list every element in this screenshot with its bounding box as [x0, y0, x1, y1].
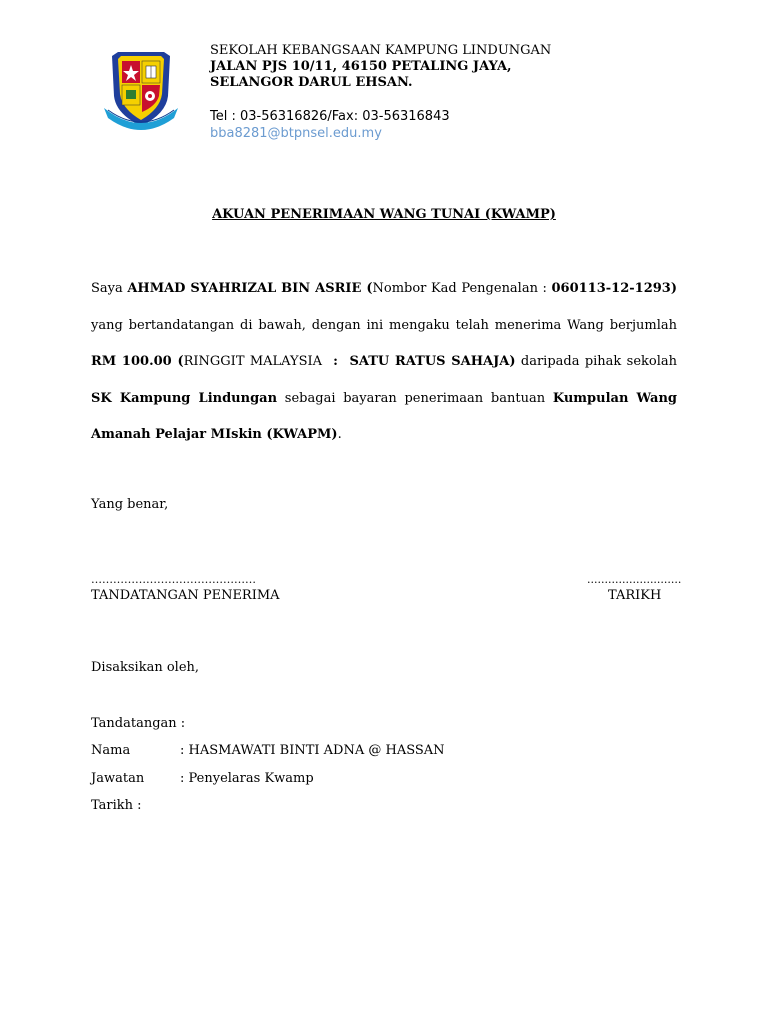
closing: Yang benar,	[91, 497, 169, 512]
date-line: ...........................	[587, 573, 682, 586]
school-name: SEKOLAH KEBANGSAAN KAMPUNG LINDUNGAN	[210, 43, 552, 58]
date-label: TARIKH	[608, 588, 662, 603]
signature-label: TANDATANGAN PENERIMA	[91, 588, 280, 603]
witness-label: Jawatan	[91, 771, 145, 786]
witness-value: : HASMAWATI BINTI ADNA @ HASSAN	[180, 743, 445, 758]
witness-row	[91, 743, 591, 758]
fund-name: Kumpulan Wang Amanah Pelajar MIskin (KWAPM)	[91, 390, 677, 442]
witness-row	[91, 716, 185, 731]
signature-line: ………………………………………	[91, 573, 256, 586]
witness-label: Nama	[91, 743, 131, 758]
address-line-2: SELANGOR DARUL EHSAN.	[210, 75, 413, 90]
document-title: AKUAN PENERIMAAN WANG TUNAI (KWAMP)	[212, 207, 556, 222]
amount: RM 100.00	[91, 354, 172, 369]
witness-row	[91, 798, 142, 813]
school-logo	[100, 46, 182, 136]
recipient-name: AHMAD SYAHRIZAL BIN ASRIE	[127, 281, 362, 296]
school-short: SK Kampung Lindungan	[91, 390, 278, 406]
declaration-paragraph: Saya AHMAD SYAHRIZAL BIN ASRIE (Nombor Kad Pengenalan : 060113-12-1293) yang bertandatangan di bawah, dengan ini mengaku telah menerima Wang berjumlah RM 100.00 (RINGGIT MALAYSIA : SATU RATUS SAHAJA) daripada pihak sekolah SK Kampung Lindungan sebagai bayaran penerimaan bantuan Kumpulan Wang Amanah Pelajar MIskin (KWAPM).	[91, 281, 677, 442]
witness-row	[91, 771, 591, 786]
ic-number: 060113-12-1293)	[551, 281, 677, 296]
witness-label: Tarikh :	[91, 798, 142, 813]
address-line-1: JALAN PJS 10/11, 46150 PETALING JAYA,	[210, 59, 512, 74]
tel-fax: Tel : 03-56316826/Fax: 03-56316843	[210, 109, 450, 124]
witness-value: : Penyelaras Kwamp	[180, 771, 314, 786]
witness-heading: Disaksikan oleh,	[91, 660, 200, 675]
witness-label: Tandatangan :	[91, 716, 186, 731]
email-link[interactable]: bba8281@btpnsel.edu.my	[210, 126, 382, 141]
amount-words: SATU RATUS SAHAJA)	[349, 354, 516, 369]
